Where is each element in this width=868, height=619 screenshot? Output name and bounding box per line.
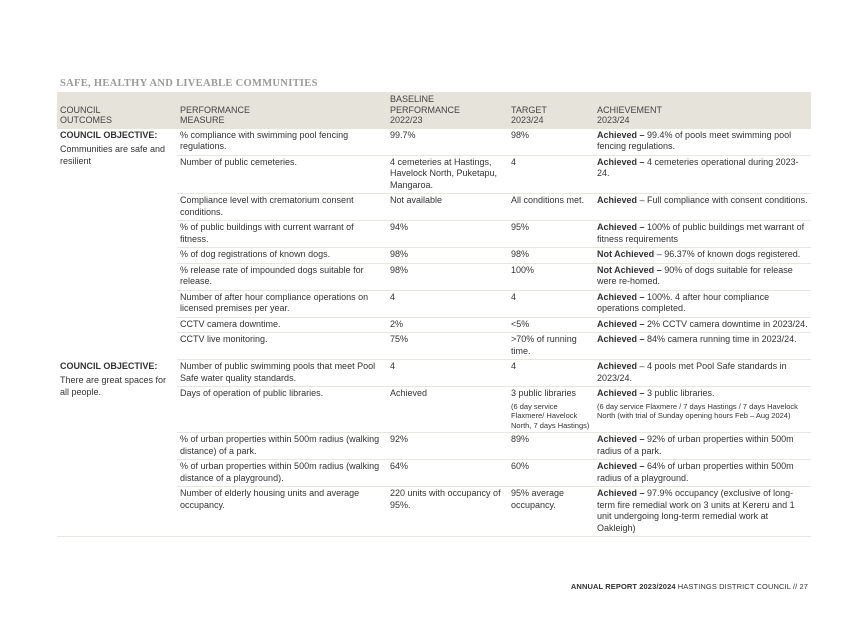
achievement-text: 64% of urban properties within 500m radius of a playground. [597, 461, 797, 483]
achievement-status: Achieved – [597, 461, 645, 471]
performance-measure-cell [177, 263, 387, 290]
achievement-text: 92% of urban properties within 500m radius of a park. [597, 434, 797, 456]
achievement-text: – 4 pools met Pool Safe standards in 2023/24. [597, 361, 790, 383]
baseline-cell [387, 433, 508, 460]
performance-measure-cell [177, 221, 387, 248]
achievement-status: Achieved – [597, 488, 645, 498]
baseline-cell [387, 248, 508, 264]
table-header-row [57, 92, 811, 129]
performance-table [57, 92, 811, 537]
achievement-status: Achieved – [597, 129, 645, 140]
target-cell-note: (6 day service Flaxmere/ Havelock North, 7 days Hastings) [511, 401, 590, 430]
achievement-cell [594, 333, 811, 360]
achievement-text: – 96.37% of known dogs registered. [654, 249, 801, 259]
target-cell [508, 333, 594, 360]
performance-measure-cell [177, 248, 387, 264]
baseline-cell [387, 487, 508, 537]
achievement-cell [594, 221, 811, 248]
target-cell-text: 98% [511, 249, 530, 259]
target-cell-text: 89% [511, 434, 530, 444]
achievement-text: 4 cemeteries operational during 2023-24. [597, 156, 799, 178]
performance-measure-cell-text: Number of public swimming pools that meet Pool Safe water quality standards. [180, 361, 376, 383]
target-cell [508, 433, 594, 460]
target-cell-text: 95% [511, 222, 530, 232]
objective-text: Communities are safe and resilient [60, 144, 166, 166]
achievement-cell [594, 360, 811, 387]
achievement-cell [594, 155, 811, 194]
baseline-cell [387, 221, 508, 248]
objective-text: There are great spaces for all people. [60, 375, 167, 397]
target-cell [508, 263, 594, 290]
performance-measure-cell-text: % release rate of impounded dogs suitable for release. [180, 264, 364, 286]
baseline-cell-text: 99.7% [390, 129, 416, 140]
achievement-cell [594, 460, 811, 487]
table-row [57, 360, 811, 387]
baseline-cell-text: 2% [390, 318, 404, 329]
baseline-cell-text: Not available [390, 195, 443, 205]
achievement-text: – Full compliance with consent conditions. [637, 195, 808, 205]
achievement-cell [594, 263, 811, 290]
achievement-cell [594, 317, 811, 333]
baseline-cell [387, 387, 508, 433]
achievement-status: Achieved [597, 361, 638, 371]
performance-measure-cell [177, 194, 387, 221]
target-cell-text: >70% of running time. [511, 334, 577, 356]
performance-measure-cell [177, 460, 387, 487]
target-cell-text: 100% [511, 264, 535, 275]
baseline-cell [387, 317, 508, 333]
performance-measure-cell [177, 155, 387, 194]
achievement-text: 99.4% of pools meet swimming pool fencing regulations. [597, 129, 794, 151]
achievement-status: Achieved – [597, 318, 645, 329]
achievement-cell [594, 487, 811, 537]
baseline-cell [387, 263, 508, 290]
performance-measure-cell-text: CCTV live monitoring. [180, 334, 268, 344]
performance-measure-cell [177, 333, 387, 360]
achievement-note: (6 day service Flaxmere / 7 days Hastings / 7 days Havelock North (with trial of Sunday opening hours Feb – Aug 2024) [597, 401, 798, 420]
target-cell-text: 3 public libraries [511, 388, 577, 398]
achievement-cell [594, 290, 811, 317]
target-cell-text: 4 [511, 361, 517, 371]
achievement-cell [594, 248, 811, 264]
baseline-cell-text: 98% [390, 249, 409, 259]
header-baseline-performance: BASELINE PERFORMANCE 2022/23 [387, 92, 508, 129]
performance-measure-cell-text: Number of public cemeteries. [180, 156, 298, 167]
baseline-cell-text: 64% [390, 461, 409, 471]
achievement-status: Achieved – [597, 156, 645, 167]
baseline-cell [387, 333, 508, 360]
target-cell-text: All conditions met. [511, 195, 585, 205]
council-objective-cell [57, 129, 177, 360]
target-cell [508, 194, 594, 221]
baseline-cell [387, 290, 508, 317]
performance-measure-cell-text: CCTV camera downtime. [180, 318, 281, 329]
performance-measure-cell-text: % compliance with swimming pool fencing regulations. [180, 129, 349, 151]
target-cell [508, 317, 594, 333]
achievement-status: Not Achieved – [597, 264, 662, 275]
target-cell [508, 129, 594, 156]
performance-measure-cell-text: % of urban properties within 500m radius (walking distance of a playground). [180, 461, 380, 483]
achievement-text: 3 public libraries. [644, 388, 715, 398]
achievement-text: 100% of public buildings met warrant of fitness requirements [597, 222, 807, 244]
baseline-cell [387, 155, 508, 194]
performance-measure-cell-text: Number of elderly housing units and average occupancy. [180, 488, 360, 510]
baseline-cell-text: 92% [390, 434, 409, 444]
header-target: TARGET 2023/24 [508, 92, 594, 129]
target-cell [508, 487, 594, 537]
target-cell-text: 60% [511, 461, 530, 471]
baseline-cell-text: 4 cemeteries at Hastings, Havelock North, Puketapu, Mangaroa. [390, 156, 498, 190]
target-cell-text: 98% [511, 129, 530, 140]
achievement-text: 84% camera running time in 2023/24. [644, 334, 797, 344]
performance-measure-cell-text: Number of after hour compliance operations on licensed premises per year. [180, 291, 369, 313]
target-cell-text: 4 [511, 156, 517, 167]
achievement-status: Achieved – [597, 334, 645, 344]
achievement-status: Achieved – [597, 291, 645, 302]
achievement-status: Not Achieved [597, 249, 655, 259]
performance-measure-cell [177, 433, 387, 460]
target-cell [508, 360, 594, 387]
achievement-cell [594, 129, 811, 156]
performance-measure-cell-text: Compliance level with crematorium consent conditions. [180, 195, 354, 217]
section-title: SAFE, HEALTHY AND LIVEABLE COMMUNITIES [60, 78, 318, 89]
target-cell [508, 248, 594, 264]
target-cell [508, 387, 594, 433]
achievement-cell [594, 194, 811, 221]
achievement-status: Achieved [597, 195, 638, 205]
performance-measure-cell-text: % of urban properties within 500m radius (walking distance) of a park. [180, 434, 380, 456]
performance-measure-cell [177, 129, 387, 156]
achievement-status: Achieved – [597, 222, 645, 232]
target-cell-text: 4 [511, 291, 517, 302]
baseline-cell [387, 460, 508, 487]
target-cell [508, 221, 594, 248]
target-cell [508, 460, 594, 487]
achievement-cell [594, 433, 811, 460]
baseline-cell-text: 75% [390, 334, 409, 344]
target-cell-text: <5% [511, 318, 530, 329]
page-footer [571, 582, 808, 591]
council-objective-cell [57, 360, 177, 537]
baseline-cell [387, 360, 508, 387]
achievement-text: 2% CCTV camera downtime in 2023/24. [644, 318, 808, 329]
baseline-cell [387, 194, 508, 221]
header-achievement: ACHIEVEMENT 2023/24 [594, 92, 811, 129]
baseline-cell [387, 129, 508, 156]
performance-measure-cell [177, 317, 387, 333]
baseline-cell-text: 98% [390, 264, 409, 275]
achievement-status: Achieved – [597, 434, 645, 444]
achievement-text: 100%. 4 after hour compliance operations completed. [597, 291, 772, 313]
baseline-cell-text: 220 units with occupancy of 95%. [390, 488, 501, 510]
baseline-cell-text: Achieved [390, 388, 428, 398]
performance-measure-cell [177, 290, 387, 317]
performance-measure-cell-text: % of dog registrations of known dogs. [180, 249, 331, 259]
performance-measure-cell [177, 487, 387, 537]
header-performance-measure: PERFORMANCE MEASURE [177, 92, 387, 129]
target-cell [508, 290, 594, 317]
header-council-outcomes: COUNCIL OUTCOMES [57, 92, 177, 129]
achievement-status: Achieved – [597, 388, 645, 398]
achievement-text: 90% of dogs suitable for release were re-homed. [597, 264, 796, 286]
table-row [57, 129, 811, 156]
performance-measure-cell [177, 360, 387, 387]
baseline-cell-text: 4 [390, 361, 396, 371]
objective-label: COUNCIL OBJECTIVE: [60, 360, 158, 371]
performance-measure-cell-text: Days of operation of public libraries. [180, 388, 324, 398]
target-cell-text: 95% average occupancy. [511, 488, 565, 510]
performance-measure-cell [177, 387, 387, 433]
table-body [57, 129, 811, 537]
target-cell [508, 155, 594, 194]
achievement-text: 97.9% occupancy (exclusive of long-term fire remedial work on 3 units at Kereru and 1 unit undergoing long-term remedial work at Oakleigh) [597, 488, 798, 533]
achievement-cell [594, 387, 811, 433]
footer-report-title: ANNUAL REPORT 2023/2024 [570, 582, 676, 591]
footer-council-page: HASTINGS DISTRICT COUNCIL // 27 [675, 582, 808, 591]
objective-label: COUNCIL OBJECTIVE: [60, 129, 158, 140]
baseline-cell-text: 94% [390, 222, 409, 232]
baseline-cell-text: 4 [390, 291, 396, 302]
performance-measure-cell-text: % of public buildings with current warrant of fitness. [180, 222, 354, 244]
